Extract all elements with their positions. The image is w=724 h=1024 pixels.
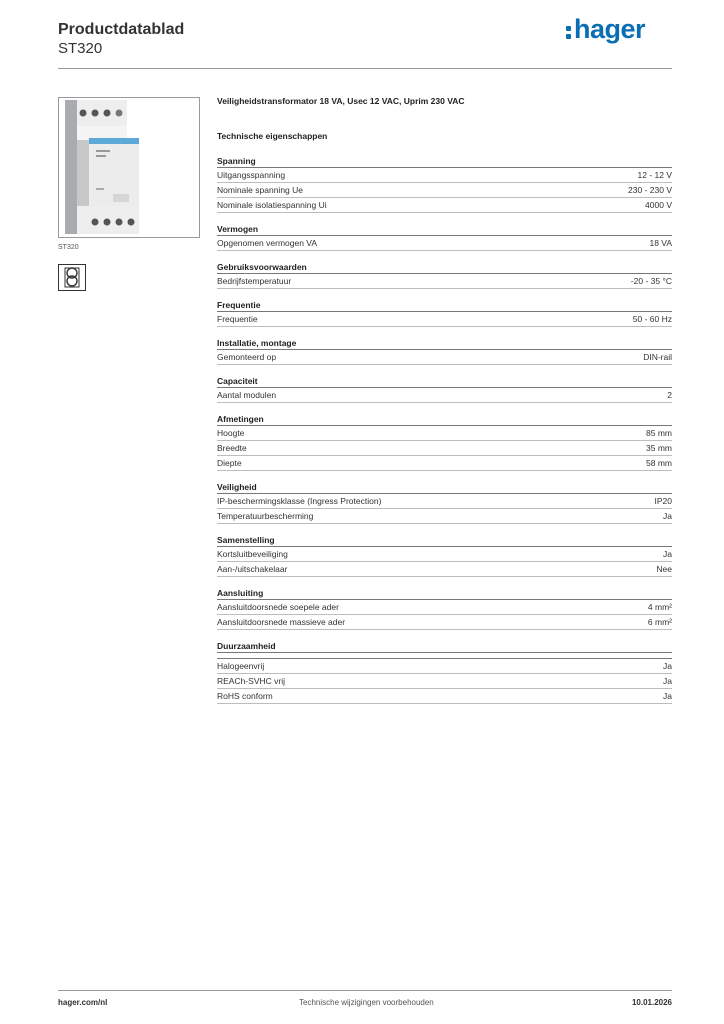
footer-date: 10.01.2026 (631, 998, 672, 1007)
spec-value: 12 - 12 V (637, 170, 672, 180)
spec-value: 58 mm (646, 458, 672, 468)
spec-value: 6 mm² (647, 617, 672, 627)
section-title: Samenstelling (217, 535, 672, 547)
spec-row (217, 659, 672, 674)
spec-sections (217, 156, 672, 704)
page-title: Productdatablad (58, 21, 185, 38)
spec-row (217, 168, 672, 183)
spec-value: 2 (667, 390, 672, 400)
spec-label: Temperatuurbescherming (217, 511, 314, 521)
spec-value: 85 mm (646, 428, 672, 438)
spec-label: Nominale spanning Ue (217, 185, 303, 195)
spec-row (217, 312, 672, 327)
footer-disclaimer: Technische wijzigingen voorbehouden (299, 998, 434, 1007)
spec-row (217, 183, 672, 198)
spec-row (217, 350, 672, 365)
spec-label: Halogeenvrij (217, 661, 265, 671)
spec-label: RoHS conform (217, 691, 273, 701)
spec-row (217, 456, 672, 471)
spec-row (217, 600, 672, 615)
spec-label: REACh-SVHC vrij (217, 676, 286, 686)
spec-label: Aan-/uitschakelaar (217, 564, 288, 574)
spec-row (217, 388, 672, 403)
spec-value: Ja (663, 691, 672, 701)
spec-row (217, 562, 672, 577)
spec-row (217, 509, 672, 524)
spec-label: Gemonteerd op (217, 352, 277, 362)
spec-value: Ja (663, 549, 672, 559)
spec-label: Bedrijfstemperatuur (217, 276, 292, 286)
product-code: ST320 (58, 40, 103, 57)
logo-text: hager (574, 14, 646, 44)
section-title: Aansluiting (217, 588, 672, 600)
spec-label: Kortsluitbeveiliging (217, 549, 288, 559)
section-title: Installatie, montage (217, 338, 672, 350)
spec-row (217, 494, 672, 509)
product-description: Veiligheidstransformator 18 VA, Usec 12 VAC, Uprim 230 VAC (217, 96, 465, 106)
spec-value: DIN-rail (643, 352, 672, 362)
spec-row (217, 426, 672, 441)
logo-dots-icon (566, 20, 571, 39)
footer-website[interactable]: hager.com/nl (58, 998, 108, 1007)
spec-value: -20 - 35 °C (630, 276, 672, 286)
spec-row (217, 198, 672, 213)
spec-value: Ja (663, 511, 672, 521)
transformer-device-icon (59, 98, 199, 237)
spec-row (217, 674, 672, 689)
spec-value: 230 - 230 V (628, 185, 672, 195)
spec-row (217, 689, 672, 704)
spec-value: 35 mm (646, 443, 672, 453)
footer-divider (58, 990, 672, 991)
header-divider (58, 68, 672, 69)
spec-value: 4000 V (645, 200, 672, 210)
spec-label: Frequentie (217, 314, 258, 324)
product-image (58, 97, 200, 238)
tech-properties-heading: Technische eigenschappen (217, 131, 328, 141)
section-title: Vermogen (217, 224, 672, 236)
section-title: Veiligheid (217, 482, 672, 494)
spec-value: 4 mm² (647, 602, 672, 612)
section-title: Afmetingen (217, 414, 672, 426)
section-title: Duurzaamheid (217, 641, 672, 653)
spec-label: Diepte (217, 458, 242, 468)
spec-label: Opgenomen vermogen VA (217, 238, 318, 248)
spec-row (217, 615, 672, 630)
section-title: Frequentie (217, 300, 672, 312)
spec-label: Aansluitdoorsnede soepele ader (217, 602, 339, 612)
spec-value: 50 - 60 Hz (632, 314, 672, 324)
section-title: Gebruiksvoorwaarden (217, 262, 672, 274)
spec-label: Nominale isolatiespanning Ui (217, 200, 327, 210)
hager-logo (566, 14, 645, 45)
spec-label: Uitgangsspanning (217, 170, 286, 180)
spec-value: Ja (663, 676, 672, 686)
spec-label: Aansluitdoorsnede massieve ader (217, 617, 346, 627)
spec-label: Aantal modulen (217, 390, 277, 400)
spec-value: Ja (663, 661, 672, 671)
spec-label: IP-beschermingsklasse (Ingress Protection) (217, 496, 382, 506)
safety-transformer-symbol-icon (58, 264, 86, 291)
spec-label: Hoogte (217, 428, 245, 438)
section-title: Capaciteit (217, 376, 672, 388)
spec-value: IP20 (654, 496, 672, 506)
spec-row (217, 547, 672, 562)
spec-value: 18 VA (649, 238, 672, 248)
spec-row (217, 236, 672, 251)
spec-label: Breedte (217, 443, 247, 453)
image-caption: ST320 (58, 244, 79, 251)
spec-value: Nee (656, 564, 672, 574)
section-title: Spanning (217, 156, 672, 168)
specification-column (217, 96, 672, 704)
spec-row (217, 441, 672, 456)
spec-row (217, 274, 672, 289)
